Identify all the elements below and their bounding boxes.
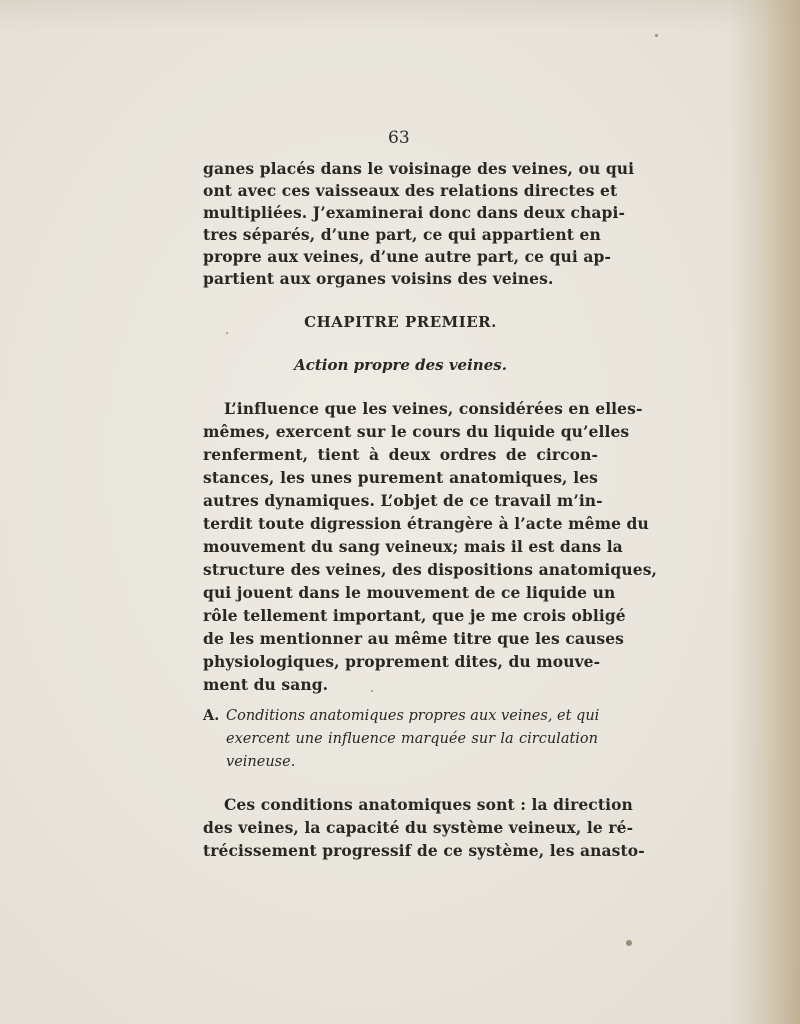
intro-line: propre aux veines, d’une autre part, ce qui ap- (203, 247, 611, 266)
paper-speck (626, 940, 632, 946)
paragraph-line: terdit toute digression étrangère à l’acte même du (203, 514, 649, 533)
closing-line: trécissement progressif de ce système, les anasto- (203, 841, 645, 860)
closing-line: Ces conditions anatomiques sont : la direction (224, 795, 633, 814)
paper-speck (226, 332, 228, 334)
intro-line: partient aux organes voisins des veines. (203, 269, 554, 288)
page-number: 63 (388, 128, 410, 148)
intro-line: ganes placés dans le voisinage des veines, ou qui (203, 159, 635, 178)
paragraph-line: qui jouent dans le mouvement de ce liquide un (203, 583, 616, 602)
chapter-subtitle: Action propre des veines. (294, 356, 507, 374)
paper-speck (655, 34, 658, 37)
page-edge-shading (730, 0, 800, 1024)
intro-line: multipliées. J’examinerai donc dans deux chapi- (203, 203, 626, 222)
section-heading-line: exercent une influence marquée sur la circulation (226, 731, 598, 747)
paragraph-line: stances, les unes purement anatomiques, les (203, 468, 598, 487)
paragraph-line: mouvement du sang veineux; mais il est dans la (203, 537, 623, 556)
chapter-title: CHAPITRE PREMIER. (304, 313, 497, 331)
paragraph-line: physiologiques, proprement dites, du mouve- (203, 652, 601, 671)
paragraph-line: renferment, tient à deux ordres de circon- (203, 445, 598, 464)
section-heading-line: veineuse. (226, 754, 296, 770)
closing-line: des veines, la capacité du système veineux, le ré- (203, 818, 634, 837)
paragraph-line: ment du sang. (203, 675, 329, 694)
intro-line: ont avec ces vaisseaux des relations directes et (203, 181, 618, 200)
paragraph-line: de les mentionner au même titre que les causes (203, 629, 625, 648)
section-heading-line: Conditions anatomiques propres aux veines, et qui (226, 708, 600, 724)
paragraph-line: L’influence que les veines, considérées en elles- (224, 399, 643, 418)
paragraph-line: autres dynamiques. L’objet de ce travail m’in- (203, 491, 603, 510)
intro-line: tres séparés, d’une part, ce qui appartient en (203, 225, 601, 244)
paragraph-line: mêmes, exercent sur le cours du liquide qu’elles (203, 422, 630, 441)
paragraph-line: structure des veines, des dispositions anatomiques, (203, 560, 658, 579)
paragraph-line: rôle tellement important, que je me crois obligé (203, 606, 626, 625)
page-top-shadow (0, 0, 800, 30)
section-marker: A. (203, 707, 220, 724)
